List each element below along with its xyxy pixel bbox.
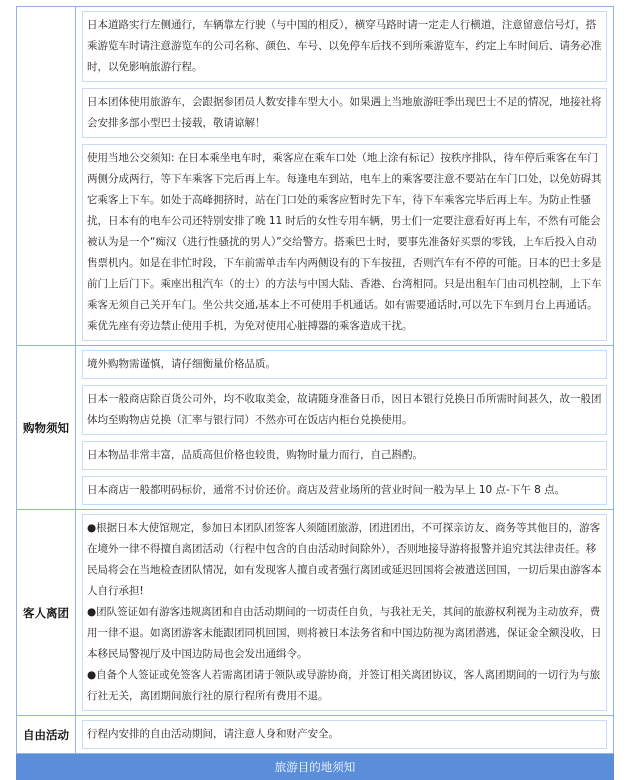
shopping-text-1: 境外购物需谨慎，请仔细衡量价格品质。 <box>87 358 276 370</box>
traffic-text-1: 日本道路实行左侧通行，车辆靠左行驶（与中国的相反），横穿马路时请一定走人行横道，注意留意信号灯，搭乘游览车时请注意游览车的公司名称、颜色、车号、以免停车后找不到所乘游览车，约定上车时间后、请务必准时，以免影响旅游行程。 <box>87 19 602 73</box>
traffic-text-3: 使用当地公交须知: 在日本乘坐电车时，乘客应在乘车口处（地上涂有标记）按秩序排队，待车停后乘客在车门两侧分成两行，等下车乘客下完后再上车。每逢电车到站，电车上的乘客要注意不要站在车门口处，以免妨碍其它乘客上下车。如处于高峰拥挤时，站在门口处的乘客应暂时先下车，待下车乘客完毕后再上车。为防止性骚扰，日本有的电车公司还特别安排了晚 11 时后的女性专用车辆，男士们一定要注意看好再上车，不然有可能会被认为是一个“痴汉（进行性骚扰的男人）”交给警方。搭乘巴士时，要事先准备好买票的零钱，上车后投入自动售票机内。如是在非忙时段，下车前需单击车内两侧设有的下车按扭，否则汽车有不停的可能。日本的巴士多是前门上后门下。乘座出租汽车（的士）的方法与中国大陆、香港、台湾相同。只是出租车门由司机控制，上下车乘客无须自己关开车门。坐公共交通,基本上不可使用手机通话。如有需要通话时,可以先下车到月台上再通话。乘优先座有旁边禁止使用手机，为免对使用心脏搏器的乘客造成干扰。 <box>87 152 602 332</box>
free-text-1: 行程内安排的自由活动期间，请注意人身和财产安全。 <box>87 728 339 740</box>
shopping-text-2: 日本一般商店除百货公司外，均不收取美金，故请随身准备日币，因日本银行兑换日币所需时间甚久，故一般团体均至购物店兑换（汇率与银行同）不然亦可在饭店内柜台兑换使用。 <box>87 393 602 426</box>
section-content-traffic <box>76 7 614 346</box>
section-departure <box>17 510 614 716</box>
section-free <box>17 716 614 754</box>
footer-banner: 旅游目的地须知 <box>16 754 614 780</box>
section-label-traffic <box>17 7 76 346</box>
traffic-text-2: 日本团体使用旅游车，会跟据参团员人数安排车型大小。如果遇上当地旅游旺季出现巴士不足的情况，地接社将会安排多部小型巴士接载，敬请谅解！ <box>87 96 602 129</box>
departure-text-1: ●根据日本大使馆规定，参加日本团队团签客人须随团旅游，团进团出，不可探亲访友、商务等其他目的，游客在境外一律不得擅自离团活动（行程中包含的自由活动时间除外），否则地接导游将报警并追究其法律责任。移民局将会在当地检查团队情况，如有发现客人擅自或者强行离团或延迟回国将会被遣送回国，一切后果由游客本人自行承担! <box>87 522 602 597</box>
departure-items <box>82 514 607 711</box>
section-traffic <box>17 7 614 346</box>
traffic-item-2 <box>82 88 607 138</box>
section-content-free <box>76 716 614 754</box>
section-content-departure <box>76 510 614 716</box>
traffic-item-3 <box>82 144 607 341</box>
departure-text-2: ●团队签证如有游客违规离团和自由活动期间的一切责任自负，与我社无关，其间的旅游权利视为主动放弃，费用一律不退。如离团游客未能跟团同机回国，则将被日本法务省和中国边防视为离团潜逃，保证金全额没收，日本移民局警视厅及中国边防局也会发出通缉令。 <box>87 606 602 660</box>
departure-text-3: ●自备个人签证或免签客人若需离团请于领队或导游协商，并签订相关离团协议，客人离团期间的一切行为与旅行社无关，离团期间旅行社的原行程所有费用不退。 <box>87 669 601 702</box>
section-label-departure: 客人离团 <box>17 510 76 716</box>
notice-table-wrapper <box>16 6 614 780</box>
section-label-free: 自由活动 <box>17 716 76 754</box>
free-item-1 <box>82 720 607 749</box>
shopping-item-2 <box>82 385 607 435</box>
shopping-text-3: 日本物品非常丰富，品质高但价格也较贵，购物时量力而行，自己斟酌。 <box>87 449 423 461</box>
section-label-shopping: 购物须知 <box>17 346 76 510</box>
section-shopping <box>17 346 614 510</box>
shopping-item-3 <box>82 441 607 470</box>
shopping-item-4 <box>82 476 607 505</box>
section-content-shopping <box>76 346 614 510</box>
shopping-item-1 <box>82 350 607 379</box>
shopping-text-4: 日本商店一般都明码标价，通常不讨价还价。商店及营业场所的营业时间一般为早上 10 点-下午 8 点。 <box>87 484 566 496</box>
traffic-item-1 <box>82 11 607 82</box>
notice-table <box>16 6 614 754</box>
